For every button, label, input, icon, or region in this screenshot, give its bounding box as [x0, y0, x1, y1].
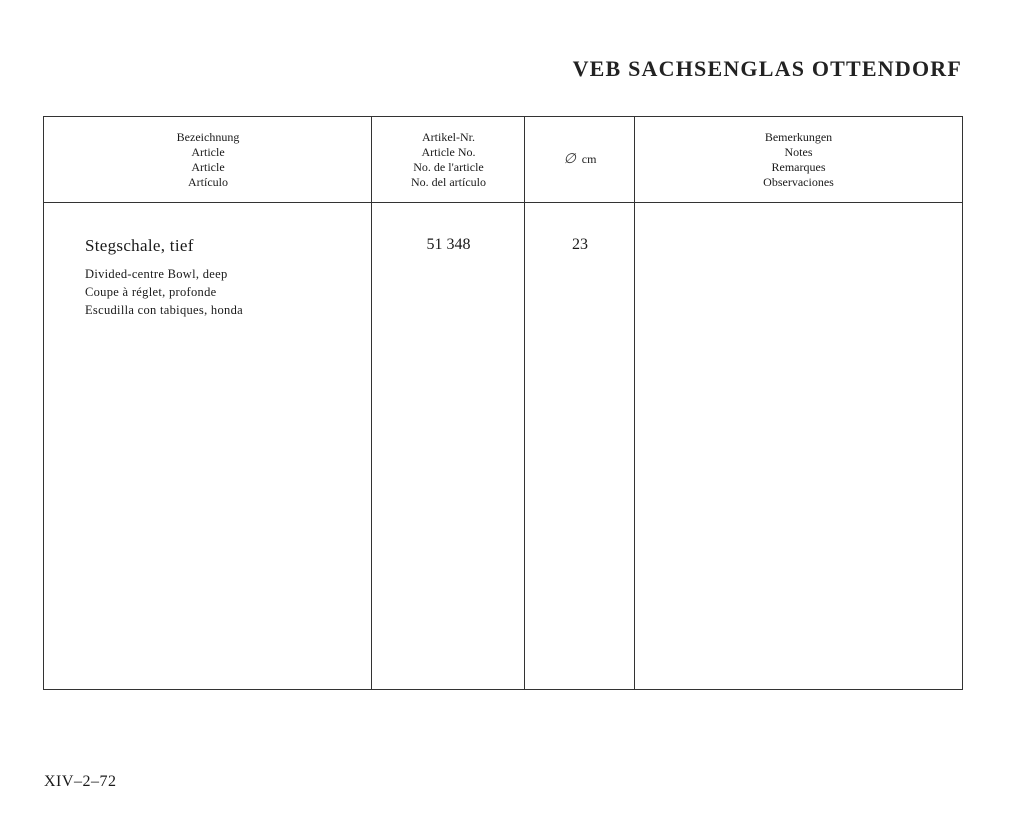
header-article-no-fr: No. de l'article — [413, 159, 484, 174]
item-translation-es: Escudilla con tabiques, honda — [85, 303, 243, 317]
company-name: VEB SACHSENGLAS OTTENDORF — [572, 56, 962, 81]
header-article-no-de: Artikel-Nr. — [422, 129, 475, 144]
header-article-no-en: Article No. — [421, 144, 476, 159]
header-remarks-en: Notes — [784, 144, 813, 159]
item-translation-en: Divided-centre Bowl, deep — [85, 267, 228, 281]
article-table — [43, 116, 963, 690]
item-diameter: 23 — [572, 236, 588, 253]
column-divider-3 — [634, 117, 635, 689]
header-diameter-unit: cm — [581, 152, 597, 166]
item-translation-fr: Coupe à réglet, profonde — [85, 285, 217, 299]
header-remarks — [635, 117, 962, 202]
diameter-header-content — [564, 152, 597, 167]
header-remarks-de: Bemerkungen — [764, 129, 833, 144]
header-divider — [44, 202, 962, 203]
header-diameter — [525, 117, 635, 202]
header-remarks-es: Observaciones — [763, 174, 834, 189]
header-designation-de: Bezeichnung — [176, 129, 240, 144]
column-divider-2 — [524, 117, 525, 689]
item-article-no: 51 348 — [426, 236, 471, 253]
catalog-code: XIV–2–72 — [44, 773, 117, 790]
header-designation-es: Artículo — [188, 174, 228, 189]
header-designation — [44, 117, 372, 202]
header-designation-fr: Article — [191, 159, 225, 174]
header-remarks-fr: Remarques — [771, 159, 826, 174]
header-article-no-es: No. del artículo — [411, 174, 486, 189]
header-designation-en: Article — [191, 144, 225, 159]
column-divider-1 — [371, 117, 372, 689]
header-article-no — [372, 117, 525, 202]
item-translations — [85, 265, 243, 319]
diameter-icon: ∅ — [563, 152, 576, 167]
item-name: Stegschale, tief — [85, 236, 194, 255]
